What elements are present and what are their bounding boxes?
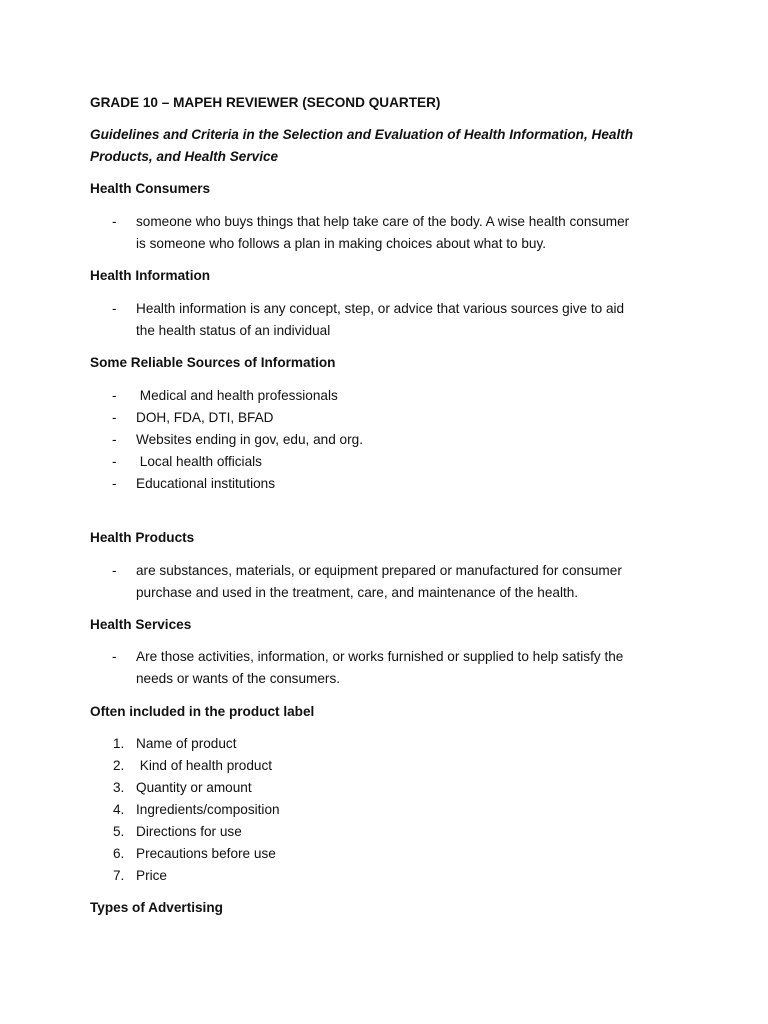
source-item: Websites ending in gov, edu, and org. — [136, 432, 363, 447]
bullet-dash: - — [112, 454, 117, 469]
section-heading-product-label: Often included in the product label — [90, 704, 315, 719]
bullet-dash: - — [112, 563, 117, 578]
source-item: DOH, FDA, DTI, BFAD — [136, 410, 274, 425]
bullet-dash: - — [112, 476, 117, 491]
label-item: Quantity or amount — [136, 780, 252, 795]
label-item: Kind of health product — [136, 758, 273, 773]
label-item: Name of product — [136, 736, 237, 751]
information-definition-line-1: Health information is any concept, step, or advice that various sources give to aid — [136, 301, 625, 316]
label-item: Precautions before use — [136, 846, 276, 861]
list-number: 6. — [113, 846, 125, 861]
document-subtitle-line-1: Guidelines and Criteria in the Selection and Evaluation of Health Information, Health — [90, 127, 634, 142]
consumers-definition-line-2: is someone who follows a plan in making choices about what to buy. — [136, 236, 547, 251]
bullet-dash: - — [112, 214, 117, 229]
list-number: 7. — [113, 868, 125, 883]
section-heading-reliable-sources: Some Reliable Sources of Information — [90, 355, 336, 370]
label-item: Ingredients/composition — [136, 802, 280, 817]
document-title: GRADE 10 – MAPEH REVIEWER (SECOND QUARTER) — [90, 95, 441, 110]
section-heading-health-consumers: Health Consumers — [90, 181, 211, 196]
information-definition-line-2: the health status of an individual — [136, 323, 331, 338]
bullet-dash: - — [112, 649, 117, 664]
bullet-dash: - — [112, 301, 117, 316]
source-item: Educational institutions — [136, 476, 276, 491]
source-item: Medical and health professionals — [136, 388, 338, 403]
label-item: Directions for use — [136, 824, 242, 839]
section-heading-health-information: Health Information — [90, 268, 211, 283]
label-item: Price — [136, 868, 167, 883]
section-heading-types-of-advertising: Types of Advertising — [90, 900, 223, 915]
products-definition-line-2: purchase and used in the treatment, care, and maintenance of the health. — [136, 585, 579, 600]
bullet-dash: - — [112, 432, 117, 447]
products-definition-line-1: are substances, materials, or equipment prepared or manufactured for consumer — [136, 563, 622, 578]
source-item: Local health officials — [136, 454, 262, 469]
list-number: 4. — [113, 802, 125, 817]
consumers-definition-line-1: someone who buys things that help take care of the body. A wise health consumer — [136, 214, 630, 229]
section-heading-health-products: Health Products — [90, 530, 195, 545]
list-number: 2. — [113, 758, 125, 773]
bullet-dash: - — [112, 388, 117, 403]
section-heading-health-services: Health Services — [90, 617, 192, 632]
bullet-dash: - — [112, 410, 117, 425]
services-definition-line-2: needs or wants of the consumers. — [136, 671, 341, 686]
list-number: 5. — [113, 824, 125, 839]
list-number: 3. — [113, 780, 125, 795]
list-number: 1. — [113, 736, 125, 751]
document-subtitle-line-2: Products, and Health Service — [90, 149, 279, 164]
services-definition-line-1: Are those activities, information, or works furnished or supplied to help satisfy the — [136, 649, 624, 664]
